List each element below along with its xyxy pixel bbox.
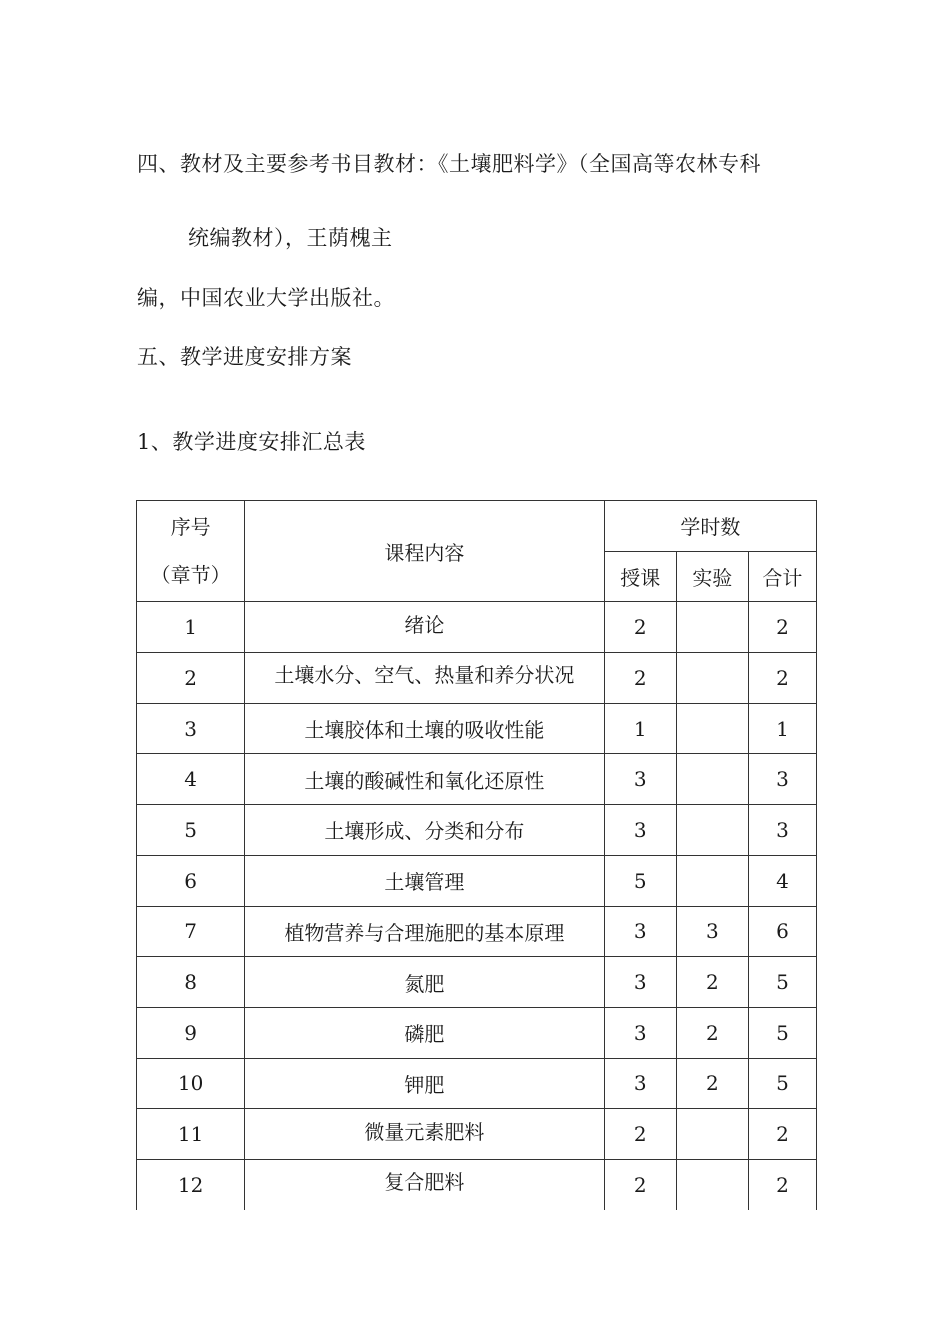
cell-lab	[676, 1159, 748, 1210]
table-row	[137, 1159, 817, 1210]
schedule-table-container	[136, 500, 817, 1210]
cell-lecture: 3	[604, 1058, 676, 1109]
cell-seq: 11	[137, 1109, 245, 1160]
cell-content: 土壤形成、分类和分布	[245, 805, 605, 856]
table-row	[137, 602, 817, 653]
cell-total: 5	[748, 1058, 816, 1109]
cell-total: 4	[748, 855, 816, 906]
cell-content-text: 微量元素肥料	[364, 1119, 485, 1144]
cell-content: 钾肥	[245, 1058, 605, 1109]
textbook-line-3: 编，中国农业大学出版社。	[137, 286, 395, 310]
cell-total: 2	[748, 1159, 816, 1210]
cell-content	[245, 653, 605, 704]
cell-lab: 3	[676, 906, 748, 957]
cell-total: 5	[748, 957, 816, 1008]
cell-lab	[676, 602, 748, 653]
cell-lecture: 2	[604, 1159, 676, 1210]
cell-total: 6	[748, 906, 816, 957]
cell-content-text: 土壤水分、空气、热量和养分状况	[274, 663, 575, 688]
section-heading-schedule: 五、教学进度安排方案	[137, 345, 352, 369]
cell-seq: 1	[137, 602, 245, 653]
cell-lecture: 3	[604, 805, 676, 856]
cell-total: 5	[748, 1007, 816, 1058]
cell-seq: 7	[137, 906, 245, 957]
table-row	[137, 1058, 817, 1109]
cell-seq: 10	[137, 1058, 245, 1109]
cell-total: 2	[748, 1109, 816, 1160]
cell-lecture: 2	[604, 1109, 676, 1160]
cell-content: 土壤的酸碱性和氧化还原性	[245, 754, 605, 805]
cell-lab	[676, 855, 748, 906]
cell-seq: 12	[137, 1159, 245, 1210]
cell-total: 3	[748, 754, 816, 805]
cell-content: 植物营养与合理施肥的基本原理	[245, 906, 605, 957]
cell-seq: 8	[137, 957, 245, 1008]
table-row	[137, 855, 817, 906]
cell-seq: 9	[137, 1007, 245, 1058]
cell-lecture: 3	[604, 1007, 676, 1058]
cell-lab	[676, 653, 748, 704]
cell-seq: 3	[137, 703, 245, 754]
header-lecture: 授课	[604, 551, 676, 602]
cell-content-text: 绪论	[404, 612, 445, 637]
header-seq-line2: （章节）	[150, 563, 231, 588]
table-row	[137, 754, 817, 805]
cell-total: 2	[748, 653, 816, 704]
textbook-heading: 四、教材及主要参考书目教材：《土壤肥料学》（全国高等农林专科	[137, 152, 761, 176]
cell-lab: 2	[676, 1058, 748, 1109]
cell-seq: 5	[137, 805, 245, 856]
table-header-row	[137, 501, 817, 552]
cell-seq: 2	[137, 653, 245, 704]
table-row	[137, 957, 817, 1008]
cell-lecture: 2	[604, 602, 676, 653]
table-row	[137, 805, 817, 856]
cell-total: 1	[748, 703, 816, 754]
cell-total: 2	[748, 602, 816, 653]
cell-lecture: 3	[604, 906, 676, 957]
cell-lab	[676, 754, 748, 805]
cell-content	[245, 1159, 605, 1210]
cell-lab	[676, 1109, 748, 1160]
cell-lecture: 2	[604, 653, 676, 704]
schedule-table	[136, 500, 817, 1210]
cell-seq: 4	[137, 754, 245, 805]
cell-seq: 6	[137, 855, 245, 906]
cell-lecture: 3	[604, 754, 676, 805]
header-content: 课程内容	[245, 501, 605, 602]
header-seq-line1: 序号	[170, 515, 211, 540]
cell-lecture: 1	[604, 703, 676, 754]
header-hours: 学时数	[604, 501, 816, 552]
cell-content-text: 复合肥料	[384, 1170, 465, 1195]
cell-content	[245, 602, 605, 653]
table-row	[137, 906, 817, 957]
table-row	[137, 703, 817, 754]
header-seq	[137, 501, 245, 602]
cell-content: 磷肥	[245, 1007, 605, 1058]
cell-content	[245, 1109, 605, 1160]
cell-content: 氮肥	[245, 957, 605, 1008]
cell-lab: 2	[676, 957, 748, 1008]
cell-content: 土壤胶体和土壤的吸收性能	[245, 703, 605, 754]
textbook-line-2: 统编教材），王荫槐主	[188, 226, 393, 250]
cell-lecture: 5	[604, 855, 676, 906]
cell-lab	[676, 805, 748, 856]
table-row	[137, 1109, 817, 1160]
subsection-heading-summary: 1、教学进度安排汇总表	[137, 430, 366, 454]
cell-content: 土壤管理	[245, 855, 605, 906]
header-total: 合计	[748, 551, 816, 602]
header-lab: 实验	[676, 551, 748, 602]
cell-total: 3	[748, 805, 816, 856]
cell-lab: 2	[676, 1007, 748, 1058]
cell-lecture: 3	[604, 957, 676, 1008]
table-row	[137, 653, 817, 704]
table-row	[137, 1007, 817, 1058]
cell-lab	[676, 703, 748, 754]
